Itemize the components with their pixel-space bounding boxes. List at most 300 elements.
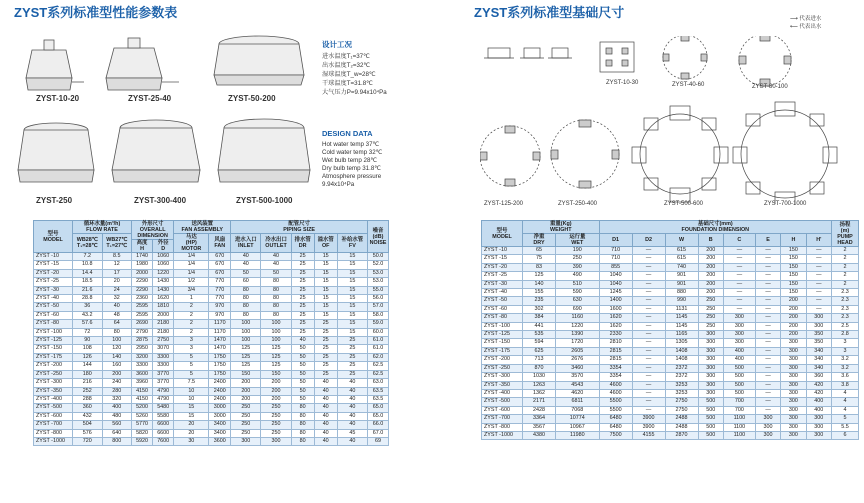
value-cell: — [806,289,831,297]
value-cell: — [723,297,755,305]
value-cell: 25 [337,362,367,370]
value-cell: 200 [698,263,723,271]
value-cell: 2400 [209,379,231,387]
value-cell: 50 [291,387,314,395]
value-cell: 400 [102,404,132,412]
col-header-piping: 配管尺寸 PIPING SIZE [231,221,368,234]
value-cell: 50 [291,379,314,387]
model-cell: ZYST -600 [482,406,523,414]
value-cell: 30 [174,437,209,445]
value-cell: 100 [231,320,261,328]
value-cell: 6480 [599,415,632,423]
value-cell: 200 [231,387,261,395]
col-header-dim: B [698,234,723,247]
value-cell: 300 [723,339,755,347]
value-cell: 15 [314,286,337,294]
value-cell: 500 [723,381,755,389]
model-cell: ZYST -125 [34,337,73,345]
value-cell: 2 [832,255,859,263]
value-cell: 300 [806,423,831,431]
value-cell: — [806,263,831,271]
value-cell: 12 [102,261,132,269]
value-cell: 300 [781,347,806,355]
value-cell: — [755,289,780,297]
value-cell: 80 [102,328,132,336]
value-cell: — [723,289,755,297]
col-header-dim: D1 [599,234,632,247]
table-row [34,345,389,353]
value-cell: 125 [261,353,291,361]
value-cell: 1165 [665,331,698,339]
value-cell: 2 [174,320,209,328]
value-cell: 6 [832,431,859,439]
value-cell: 40 [291,337,314,345]
col-header-fan-dia: 风扇 FAN [209,234,231,253]
value-cell: 1170 [209,320,231,328]
value-cell: 80 [291,421,314,429]
value-cell: 15 [314,253,337,261]
value-cell: 11980 [555,431,599,439]
value-cell: 5920 [132,437,153,445]
design-conditions-cn [322,40,387,97]
value-cell: 4150 [132,395,153,403]
value-cell: 3253 [665,389,698,397]
value-cell: 3300 [132,362,153,370]
value-cell: — [755,322,780,330]
value-cell: 300 [781,398,806,406]
value-cell: 300 [781,406,806,414]
value-cell: 250 [231,404,261,412]
value-cell: 15 [337,261,367,269]
value-cell: 5 [174,362,209,370]
value-cell: 1470 [209,337,231,345]
value-cell: 52.0 [368,261,389,269]
value-cell: 490 [555,272,599,280]
value-cell: 25 [291,320,314,328]
value-cell: 3000 [209,412,231,420]
value-cell: 250 [698,322,723,330]
value-cell: — [755,389,780,397]
model-cell: ZYST -40 [482,289,523,297]
value-cell: 50 [291,395,314,403]
value-cell: 40 [337,387,367,395]
value-cell: 3900 [632,415,665,423]
value-cell: 10967 [555,423,599,431]
value-cell: 43.2 [73,311,103,319]
value-cell: 1305 [665,339,698,347]
value-cell: 3770 [153,370,174,378]
value-cell: 300 [781,423,806,431]
value-cell: 5480 [153,404,174,412]
value-cell: 75 [523,255,556,263]
value-cell: 480 [102,412,132,420]
value-cell: — [755,347,780,355]
design-line: 湿球温度T_w=28℃ [322,71,376,78]
value-cell: 240 [102,379,132,387]
value-cell: 200 [231,395,261,403]
value-cell: 1220 [555,322,599,330]
value-cell: 640 [102,429,132,437]
value-cell: 6600 [153,429,174,437]
value-cell: 1750 [209,370,231,378]
table-row [482,415,859,423]
value-cell: 15 [337,253,367,261]
col-header-fan: 送风装置 FAN ASSEMBLY [174,221,231,234]
model-cell: ZYST -200 [34,362,73,370]
value-cell: 200 [698,255,723,263]
value-cell: 690 [555,305,599,313]
value-cell: 25 [291,311,314,319]
value-cell: 855 [599,263,632,271]
value-cell: 250 [698,297,723,305]
table-row [482,280,859,288]
value-cell: — [723,247,755,255]
model-cell: ZYST -700 [482,415,523,423]
value-cell: 5 [832,415,859,423]
value-cell: 250 [231,412,261,420]
value-cell: 57.0 [368,303,389,311]
value-cell: 40 [314,387,337,395]
table-row [482,331,859,339]
table-row [34,370,389,378]
value-cell: 1040 [599,280,632,288]
value-cell: 2488 [665,415,698,423]
value-cell: 3960 [132,379,153,387]
value-cell: 61.0 [368,345,389,353]
value-cell: 50 [261,269,291,277]
value-cell: 25 [314,345,337,353]
value-cell: 100 [261,328,291,336]
value-cell: 535 [523,331,556,339]
value-cell: 160 [102,362,132,370]
value-cell: 25 [314,370,337,378]
value-cell: 1810 [153,303,174,311]
value-cell: 180 [73,370,103,378]
value-cell: 25 [314,328,337,336]
value-cell: — [632,381,665,389]
value-cell: 5200 [132,404,153,412]
value-cell: 3900 [632,423,665,431]
value-cell: 40 [314,404,337,412]
value-cell: 3.8 [832,381,859,389]
value-cell: 5770 [132,421,153,429]
tower-caption: ZYST-25-40 [128,94,172,103]
value-cell: 56.0 [368,295,389,303]
value-cell: 3567 [523,423,556,431]
value-cell: — [632,314,665,322]
value-cell: 3000 [209,404,231,412]
value-cell: 2372 [665,373,698,381]
value-cell: 625 [523,347,556,355]
value-cell: 80 [291,429,314,437]
design-data-en [322,130,383,189]
value-cell: 2595 [132,303,153,311]
value-cell: 63.5 [368,395,389,403]
table-row [482,381,859,389]
model-cell: ZYST -80 [482,314,523,322]
value-cell: 1100 [723,423,755,431]
model-cell: ZYST -30 [482,280,523,288]
value-cell: 2372 [665,364,698,372]
value-cell: 300 [781,339,806,347]
table-row [482,339,859,347]
value-cell: — [632,255,665,263]
table-row [482,305,859,313]
value-cell: 970 [209,311,231,319]
model-cell: ZYST -400 [34,395,73,403]
value-cell: — [632,347,665,355]
value-cell: 400 [723,356,755,364]
value-cell: 80 [291,412,314,420]
value-cell: 40 [337,395,367,403]
value-cell: 25 [291,328,314,336]
value-cell: 50 [291,353,314,361]
value-cell: 100 [261,320,291,328]
value-cell: 72 [73,328,103,336]
value-cell: 40 [314,429,337,437]
value-cell: 150 [781,263,806,271]
value-cell: 80 [261,311,291,319]
value-cell: 500 [698,406,723,414]
value-cell: 50 [291,370,314,378]
value-cell: 6600 [153,421,174,429]
value-cell: 235 [523,297,556,305]
value-cell: 8.5 [102,253,132,261]
value-cell: 15 [174,412,209,420]
value-cell: 108 [73,345,103,353]
value-cell: 15 [314,261,337,269]
value-cell: 55.0 [368,286,389,294]
model-cell: ZYST -30 [34,286,73,294]
value-cell: 1362 [523,389,556,397]
col-header-diameter: 外径 D [153,240,174,253]
value-cell: 594 [523,339,556,347]
tower-drawing-50-200 [214,36,304,85]
col-header-makeup: 补给水管 FV [337,234,367,253]
value-cell: 1600 [599,305,632,313]
table-row [34,303,389,311]
model-cell: ZYST -10 [482,247,523,255]
value-cell: 2595 [132,311,153,319]
value-cell: 300 [723,322,755,330]
value-cell: 62.0 [368,353,389,361]
table-row [34,362,389,370]
value-cell: 25 [291,253,314,261]
value-cell: 80 [261,286,291,294]
col-header-dry: 净重 DRY [523,234,556,247]
value-cell: 200 [261,379,291,387]
value-cell: 1750 [209,362,231,370]
value-cell: 576 [73,429,103,437]
col-header-wet: 运行量 WET [555,234,599,247]
model-cell: ZYST -600 [34,412,73,420]
table-row [482,322,859,330]
table-row [482,247,859,255]
value-cell: 713 [523,356,556,364]
value-cell: 15 [337,328,367,336]
col-header-motor: 马达 (HP) MOTOR [174,234,209,253]
value-cell: 300 [806,431,831,439]
value-cell: 2290 [132,286,153,294]
value-cell: 2 [832,263,859,271]
value-cell: 40 [314,395,337,403]
design-line: 干球温度T=31.8℃ [322,80,374,87]
value-cell: 3600 [209,437,231,445]
value-cell: 15 [174,404,209,412]
value-cell: 880 [665,289,698,297]
value-cell: 15 [337,269,367,277]
col-header-height: 高度 H [132,240,153,253]
table-row [34,269,389,277]
model-cell: ZYST -40 [34,295,73,303]
value-cell: 300 [806,314,831,322]
value-cell: — [806,247,831,255]
value-cell: 250 [261,404,291,412]
col-header-noise: 噪音 (dB) NOISE [368,221,389,253]
value-cell: 500 [723,389,755,397]
value-cell: 420 [806,381,831,389]
value-cell: 3400 [209,421,231,429]
value-cell: 80 [231,311,261,319]
value-cell: 48 [102,311,132,319]
value-cell: 36 [73,303,103,311]
value-cell: 125 [261,345,291,353]
value-cell: — [755,247,780,255]
value-cell: 24 [102,286,132,294]
legend-inlet-label: 代表进水 [799,16,822,22]
model-cell: ZYST -10 [34,253,73,261]
foundation-caption: ZYST-250-400 [558,201,598,207]
value-cell: 4150 [132,387,153,395]
value-cell: 25 [291,303,314,311]
col-header-weight: 重量(Kg) WEIGHT [523,221,600,234]
value-cell: 510 [555,280,599,288]
value-cell: 300 [755,431,780,439]
value-cell: 216 [73,379,103,387]
value-cell: 40 [337,412,367,420]
value-cell: 360 [73,404,103,412]
col-header-dim: H' [806,234,831,247]
value-cell: 126 [73,353,103,361]
value-cell: — [755,331,780,339]
value-cell: 800 [102,437,132,445]
value-cell: 2.3 [832,305,859,313]
value-cell: 770 [209,278,231,286]
value-cell: 150 [781,272,806,280]
value-cell: 80 [291,437,314,445]
value-cell: 1408 [665,347,698,355]
model-cell: ZYST -150 [482,339,523,347]
design-line: Dry bulb temp 31.8℃ [322,165,382,172]
arrow-out-icon: ⟵ [790,24,798,30]
model-cell: ZYST -15 [482,255,523,263]
value-cell: 100 [261,337,291,345]
value-cell: 670 [209,253,231,261]
tower-drawing-250 [18,123,94,182]
value-cell: 120 [102,345,132,353]
table-row [34,337,389,345]
value-cell: 700 [723,406,755,414]
value-cell: 62.5 [368,370,389,378]
value-cell: 15 [337,303,367,311]
value-cell: 1040 [599,272,632,280]
model-cell: ZYST -250 [482,364,523,372]
value-cell: — [723,280,755,288]
tower-caption: ZYST-500-1000 [236,196,293,205]
value-cell: 63.0 [368,379,389,387]
value-cell: 60 [231,278,261,286]
value-cell: 870 [523,364,556,372]
value-cell: 2360 [132,295,153,303]
value-cell: 2815 [599,356,632,364]
table-row [482,364,859,372]
value-cell: 7.2 [73,253,103,261]
value-cell: 4 [832,389,859,397]
table-row [34,387,389,395]
value-cell: 3364 [523,415,556,423]
value-cell: 2810 [599,339,632,347]
model-cell: ZYST -15 [34,261,73,269]
value-cell: — [755,263,780,271]
value-cell: 4 [832,406,859,414]
value-cell: 150 [231,370,261,378]
value-cell: — [755,339,780,347]
value-cell: 300 [755,415,780,423]
model-cell: ZYST -500 [34,404,73,412]
value-cell: 2690 [132,320,153,328]
col-header-outlet: 冷水出口 OUTLET [261,234,291,253]
table-row [34,412,389,420]
value-cell: — [806,280,831,288]
value-cell: 2.3 [832,297,859,305]
value-cell: 10 [174,387,209,395]
value-cell: 500 [723,373,755,381]
value-cell: 4 [832,398,859,406]
value-cell: 25 [314,353,337,361]
value-cell: 300 [781,389,806,397]
value-cell: 200 [698,280,723,288]
design-line: Cold water temp 32℃ [322,149,383,156]
design-heading-cn: 设计工况 [322,40,352,49]
value-cell: 65.0 [368,412,389,420]
value-cell: 5820 [132,429,153,437]
value-cell: 125 [231,345,261,353]
table-row [482,347,859,355]
value-cell: 630 [555,297,599,305]
value-cell: 1750 [209,353,231,361]
table-row [482,263,859,271]
model-cell: ZYST -50 [482,297,523,305]
value-cell: 300 [698,389,723,397]
value-cell: 770 [209,286,231,294]
value-cell: 150 [781,247,806,255]
value-cell: 970 [209,303,231,311]
value-cell: 40 [314,379,337,387]
value-cell: 770 [209,295,231,303]
value-cell: 4600 [599,381,632,389]
value-cell: 58.0 [368,311,389,319]
table-row [34,295,389,303]
table-row [34,421,389,429]
value-cell: 710 [599,255,632,263]
value-cell: 300 [698,347,723,355]
value-cell: 50 [291,345,314,353]
value-cell: — [632,364,665,372]
table-row [34,253,389,261]
value-cell: 250 [261,429,291,437]
value-cell: 350 [806,339,831,347]
value-cell: — [723,263,755,271]
